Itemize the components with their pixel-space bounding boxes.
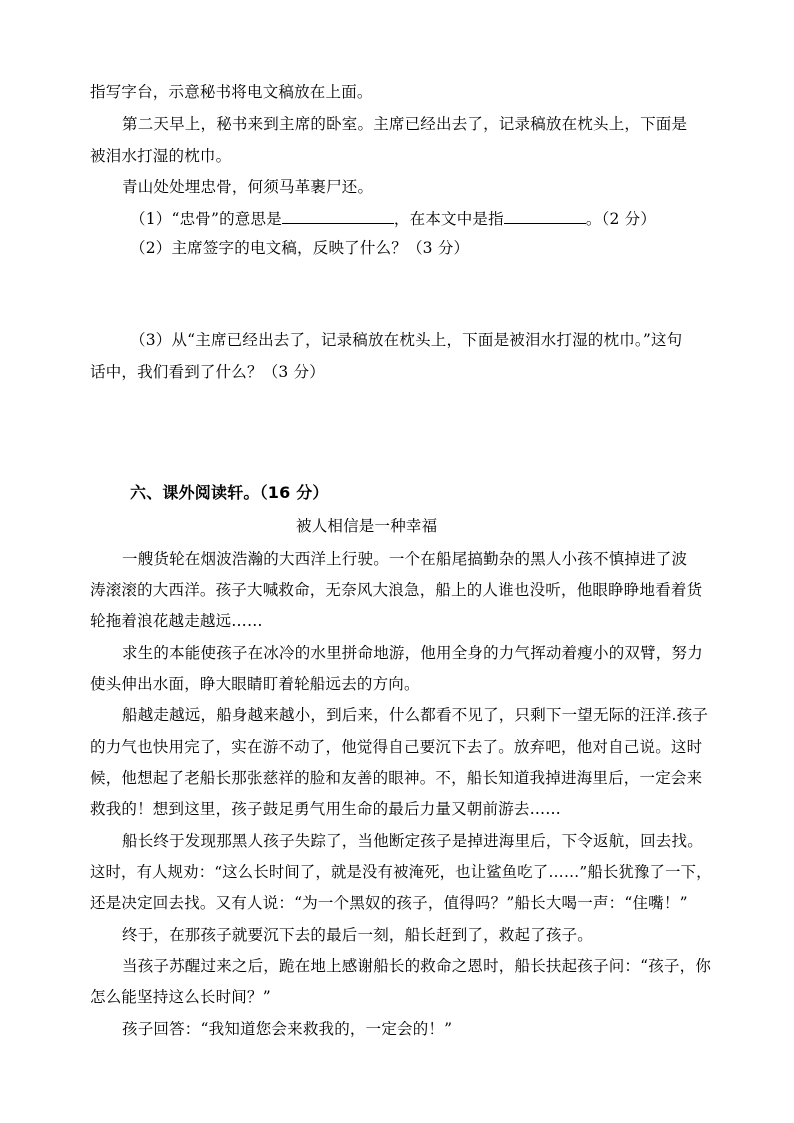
story-line: 这时，有人规劝：“这么长时间了，就是没有被淹死，也让鲨鱼吃了……”船长犹豫了一下， — [90, 863, 712, 881]
story-line: 救我的！想到这里，孩子鼓足勇气用生命的最后力量又朝前游去…… — [90, 800, 562, 818]
question-1-text-b: ，在本文中是指 — [393, 210, 504, 228]
passage1-line1: 指写字台，示意秘书将电文稿放在上面。 — [90, 83, 373, 101]
section-heading: 六、课外阅读轩。（16 分） — [130, 483, 329, 502]
passage1-line3: 被泪水打湿的枕巾。 — [90, 147, 232, 165]
story-line: 轮拖着浪花越走越远…… — [90, 612, 263, 630]
passage1-poem: 青山处处埋忠骨，何须马革裹尸还。 — [122, 178, 374, 196]
story-line: 涛滚滚的大西洋。孩子大喊救命，无奈风大浪急，船上的人谁也没听，他眼睁睁地看着货 — [90, 581, 703, 599]
story-line: 一艘货轮在烟波浩瀚的大西洋上行驶。一个在船尾搞勤杂的黑人小孩不慎掉进了波 — [122, 550, 688, 568]
story-line: 船越走越远，船身越来越小，到后来，什么都看不见了，只剩下一望无际的汪洋.孩子 — [122, 706, 709, 724]
answer-blank-2[interactable] — [504, 207, 586, 224]
story-title: 被人相信是一种幸福 — [296, 517, 438, 535]
story-line: 使头伸出水面，睁大眼睛盯着轮船远去的方向。 — [90, 675, 420, 693]
story-line: 还是决定回去找。又有人说：“为一个黑奴的孩子，值得吗？”船长大喝一声：“住嘴！” — [90, 894, 688, 912]
question-1-text-a: （1）“忠骨”的意思是 — [130, 210, 282, 228]
story-line: 孩子回答：“我知道您会来救我的，一定会的！” — [122, 1020, 453, 1038]
story-line: 当孩子苏醒过来之后，跪在地上感谢船长的救命之恩时，船长扶起孩子问：“孩子，你 — [122, 957, 712, 975]
story-line: 终于，在那孩子就要沉下去的最后一刻，船长赶到了，救起了孩子。 — [122, 926, 594, 944]
story-line: 船长终于发现那黑人孩子失踪了，当他断定孩子是掉进海里后，下令返航，回去找。 — [122, 832, 703, 850]
story-line: 求生的本能使孩子在冰冷的水里拼命地游，他用全身的力气挥动着瘦小的双臂，努力 — [122, 644, 703, 662]
question-1-text-c: 。（2 分） — [585, 210, 657, 228]
question-2: （2）主席签字的电文稿，反映了什么？（3 分） — [130, 239, 470, 257]
question-3-line1: （3）从“主席已经出去了，记录稿放在枕头上，下面是被泪水打湿的枕巾。”这句 — [130, 331, 683, 349]
answer-blank-1[interactable] — [282, 207, 394, 224]
question-3-line2: 话中，我们看到了什么？（3 分） — [90, 363, 325, 381]
story-line: 候，他想起了老船长那张慈祥的脸和友善的眼神。不，船长知道我掉进海里后，一定会来 — [90, 769, 703, 787]
story-line: 的力气也快用完了，实在游不动了，他觉得自己要沉下去了。放弃吧，他对自己说。这时 — [90, 738, 703, 756]
passage1-line2: 第二天早上，秘书来到主席的卧室。主席已经出去了，记录稿放在枕头上，下面是 — [122, 115, 688, 133]
story-line: 怎么能坚持这么长时间？” — [90, 988, 271, 1006]
question-1 — [130, 207, 656, 229]
